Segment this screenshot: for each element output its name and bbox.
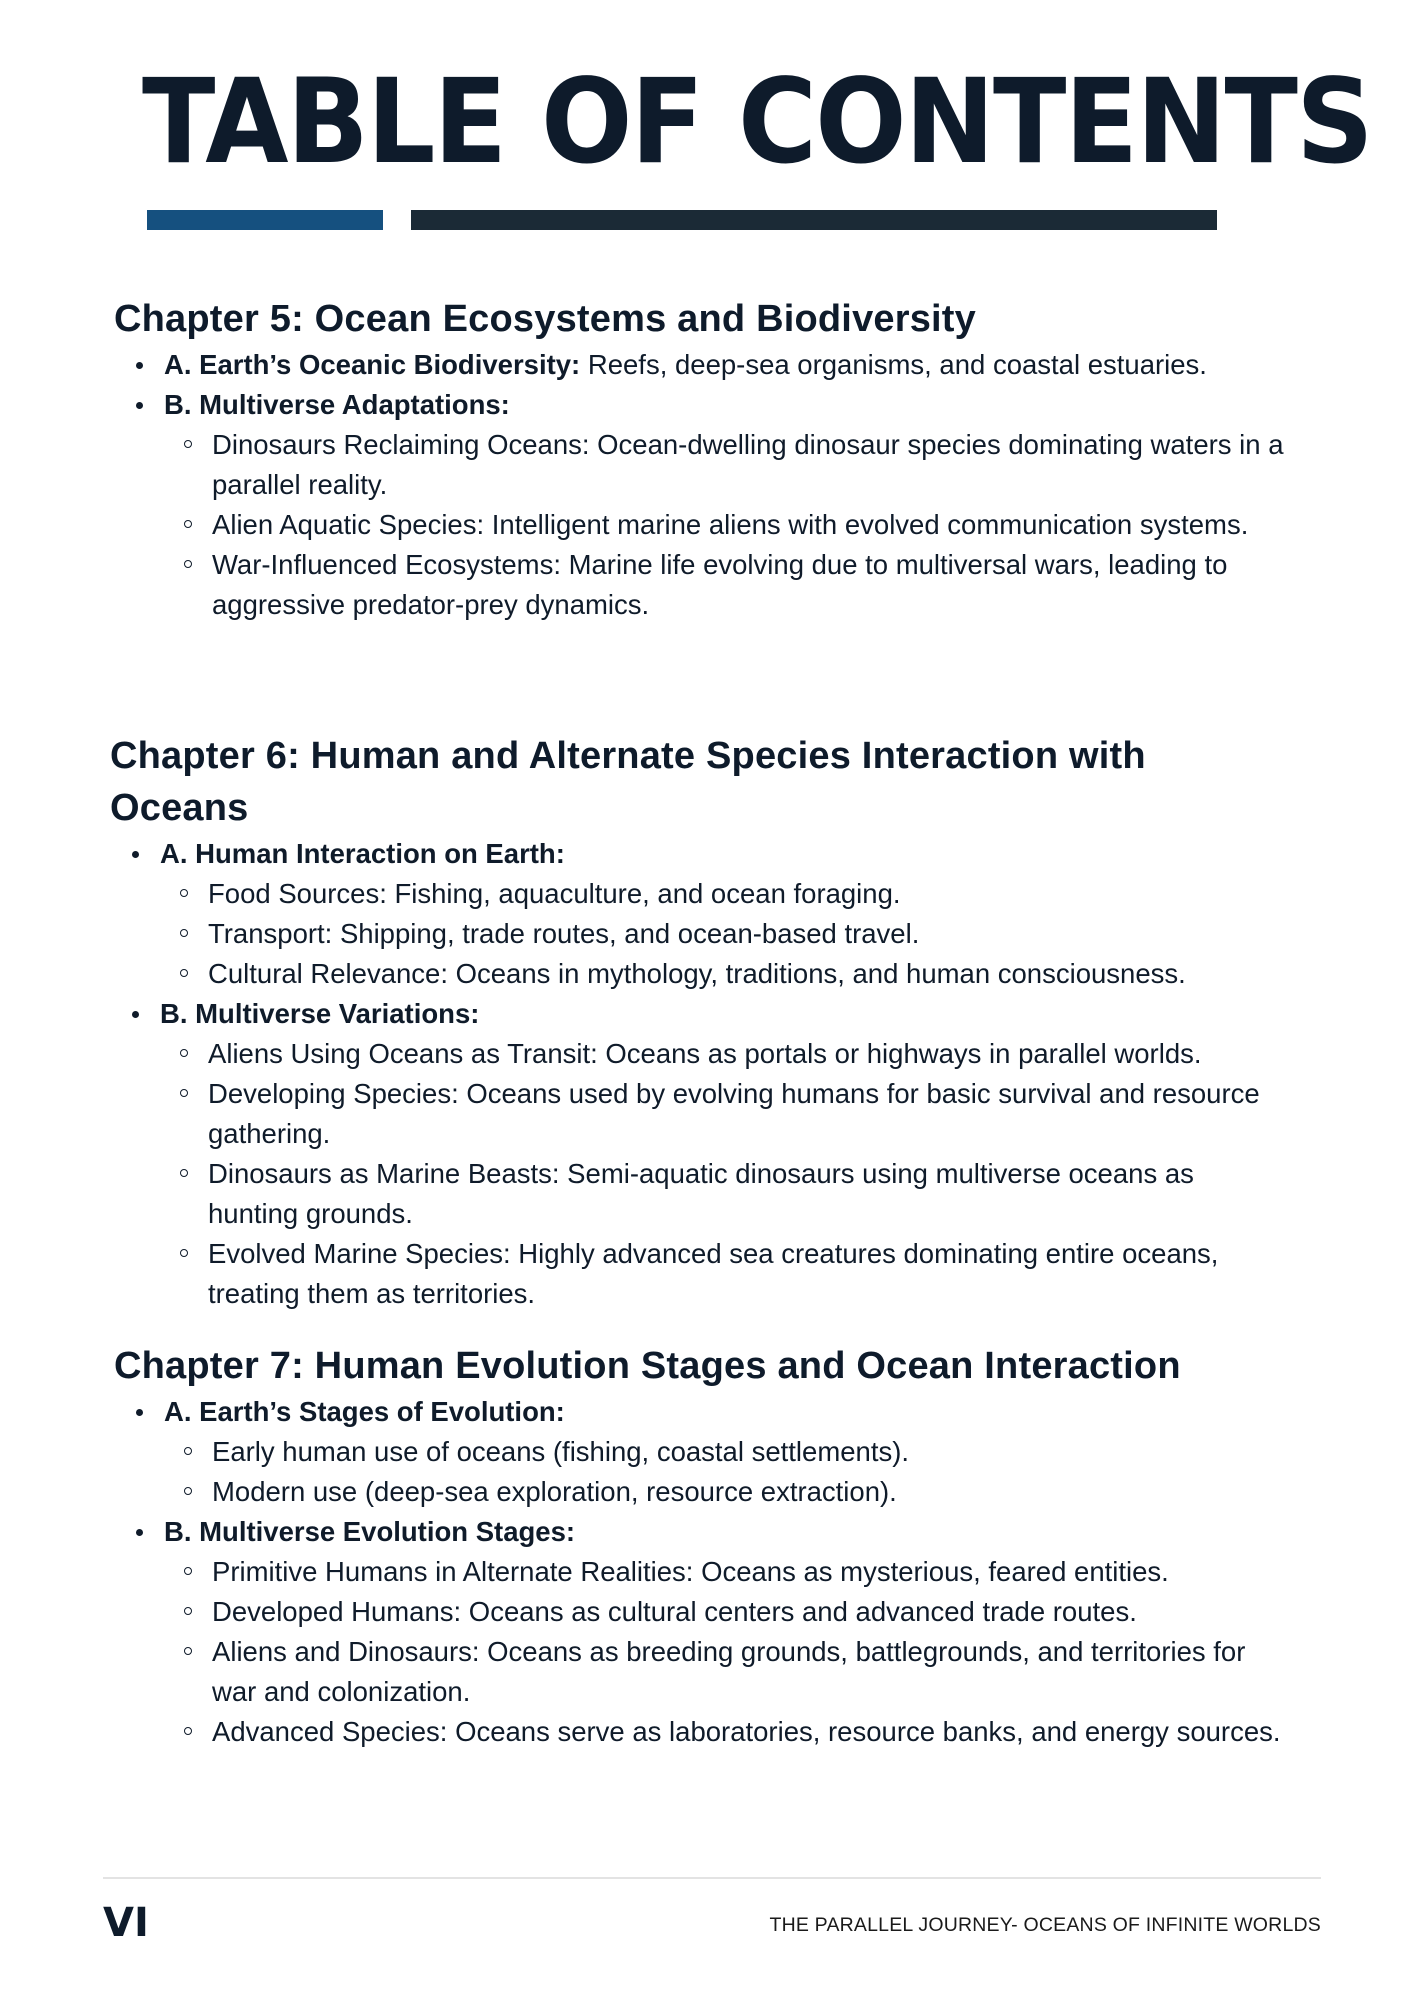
list-item: Advanced Species: Oceans serve as laboratories, resource banks, and energy sources.: [164, 1712, 1314, 1752]
section-item: [114, 385, 1314, 625]
list-item: Aliens and Dinosaurs: Oceans as breeding grounds, battlegrounds, and territories for war and colonization.: [164, 1632, 1314, 1712]
page-title: TABLE OF CONTENTS: [142, 53, 1372, 190]
subsection-list: [160, 874, 1310, 994]
list-item: Transport: Shipping, trade routes, and ocean-based travel.: [160, 914, 1310, 954]
section-heading: A. Earth’s Stages of Evolution:: [164, 1396, 565, 1427]
list-item: Dinosaurs as Marine Beasts: Semi-aquatic dinosaurs using multiverse oceans as hunting grounds.: [160, 1154, 1310, 1234]
title-accent-bar-blue: [147, 210, 383, 230]
footer-book-title: THE PARALLEL JOURNEY- OCEANS OF INFINITE WORLDS: [769, 1914, 1321, 1936]
list-item: Modern use (deep-sea exploration, resource extraction).: [164, 1472, 1314, 1512]
chapter-title: Chapter 7: Human Evolution Stages and Ocean Interaction: [114, 1345, 1181, 1387]
section-text: Reefs, deep-sea organisms, and coastal estuaries.: [587, 349, 1207, 380]
page-number: VI: [103, 1900, 149, 1946]
subsection-list: [160, 1034, 1310, 1314]
chapter-7: [114, 1340, 1314, 1752]
section-item: [110, 834, 1310, 994]
list-item: Food Sources: Fishing, aquaculture, and ocean foraging.: [160, 874, 1310, 914]
section-heading: B. Multiverse Variations:: [160, 998, 480, 1029]
list-item: Developing Species: Oceans used by evolving humans for basic survival and resource gathering.: [160, 1074, 1310, 1154]
list-item: War-Influenced Ecosystems: Marine life evolving due to multiversal wars, leading to aggressive predator-prey dynamics.: [164, 545, 1314, 625]
section-heading: A. Human Interaction on Earth:: [160, 838, 565, 869]
list-item: Primitive Humans in Alternate Realities: Oceans as mysterious, feared entities.: [164, 1552, 1314, 1592]
section-heading: A. Earth’s Oceanic Biodiversity:: [164, 349, 581, 380]
list-item: Alien Aquatic Species: Intelligent marine aliens with evolved communication systems.: [164, 505, 1314, 545]
list-item: Evolved Marine Species: Highly advanced sea creatures dominating entire oceans, treating them as territories.: [160, 1234, 1310, 1314]
chapter-title: Chapter 6: Human and Alternate Species Interaction with Oceans: [110, 735, 1146, 829]
section-item: [114, 345, 1314, 385]
section-list: [114, 1392, 1314, 1752]
list-item: Developed Humans: Oceans as cultural centers and advanced trade routes.: [164, 1592, 1314, 1632]
list-item: Dinosaurs Reclaiming Oceans: Ocean-dwelling dinosaur species dominating waters in a parallel reality.: [164, 425, 1314, 505]
list-item: Aliens Using Oceans as Transit: Oceans as portals or highways in parallel worlds.: [160, 1034, 1310, 1074]
subsection-list: [164, 1432, 1314, 1512]
section-list: [114, 345, 1314, 625]
list-item: Cultural Relevance: Oceans in mythology, traditions, and human consciousness.: [160, 954, 1310, 994]
subsection-list: [164, 425, 1314, 625]
section-heading: B. Multiverse Adaptations:: [164, 389, 510, 420]
section-list: [110, 834, 1310, 1314]
section-item: [114, 1512, 1314, 1752]
section-item: [114, 1392, 1314, 1512]
chapter-5: [114, 293, 1314, 625]
section-item: [110, 994, 1310, 1314]
title-accent-bar-dark: [411, 210, 1217, 230]
list-item: Early human use of oceans (fishing, coastal settlements).: [164, 1432, 1314, 1472]
footer-divider: [103, 1877, 1321, 1879]
chapter-6: [110, 730, 1310, 1314]
section-heading: B. Multiverse Evolution Stages:: [164, 1516, 576, 1547]
subsection-list: [164, 1552, 1314, 1752]
chapter-title: Chapter 5: Ocean Ecosystems and Biodiversity: [114, 298, 977, 340]
